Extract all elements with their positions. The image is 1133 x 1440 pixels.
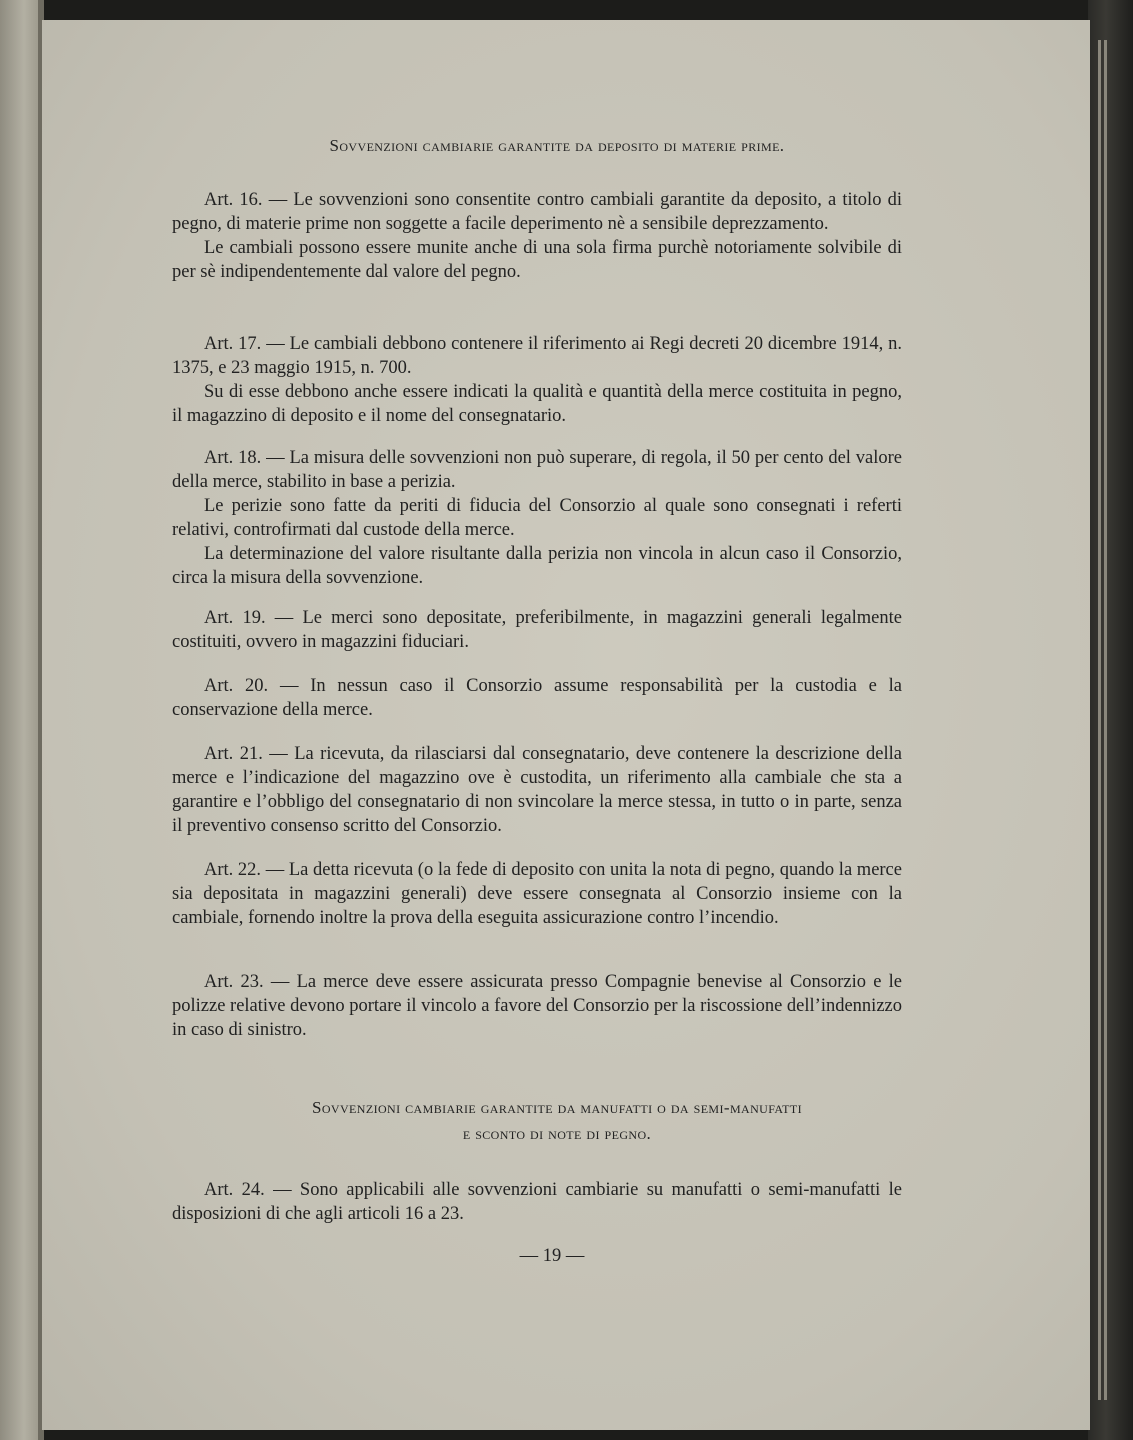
article-paragraph: Art. 22. — La detta ricevuta (o la fede di deposito con unita la nota di pegno, quando la merce sia depositata in magazzini generali) deve essere consegnata al Consorzio insieme con la cambiale, fornendo inoltre la prova della eseguita assicurazione contro l’incendio. [172, 860, 902, 928]
article-paragraph: Art. 19. — Le merci sono depositate, preferibilmente, in magazzini generali legalmente costituiti, ovvero in magazzini fiduciari. [172, 608, 902, 652]
article-paragraph: Art. 17. — Le cambiali debbono contenere il riferimento ai Regi decreti 20 dicembre 1914, n. 1375, e 23 maggio 1915, n. 700. [172, 334, 902, 378]
article-paragraph: Art. 21. — La ricevuta, da rilasciarsi dal consegnatario, deve contenere la descrizione della merce e l’indicazione del magazzino ove è custodita, un riferimento alla cambiale che sta a garantire e l’obbligo del consegnatario di non svincolare la merce stessa, in tutto o in parte, senza il preventivo consenso scritto del Consorzio. [172, 744, 902, 836]
article-paragraph: Su di esse debbono anche essere indicati la qualità e quantità della merce costituita in pegno, il magazzino di deposito e il nome del consegnatario. [172, 382, 902, 426]
article-24 [172, 1178, 902, 1226]
section-heading-manufatti-line1: Sovvenzioni cambiarie garantite da manufatti o da semi-manufatti [312, 1098, 802, 1117]
page-number: — 19 — [519, 1246, 585, 1266]
page-edge-strip [1104, 40, 1107, 1400]
article-20 [172, 674, 902, 722]
article-21 [172, 742, 902, 838]
page-edge-strip [1098, 40, 1101, 1400]
article-17 [172, 332, 902, 428]
left-page-edge [0, 0, 40, 1440]
document-page [42, 20, 1090, 1430]
article-paragraph: Art. 24. — Sono applicabili alle sovvenzioni cambiarie su manufatti o semi-manufatti le disposizioni di che agli articoli 16 a 23. [172, 1180, 902, 1224]
article-paragraph: Le perizie sono fatte da periti di fiducia del Consorzio al quale sono consegnati i referti relativi, controfirmati dal custode della merce. [172, 496, 902, 540]
article-19 [172, 606, 902, 654]
article-paragraph: Art. 23. — La merce deve essere assicurata presso Compagnie benevise al Consorzio e le polizze relative devono portare il vincolo a favore del Consorzio per la riscossione dell’indennizzo in caso di sinistro. [172, 972, 902, 1040]
article-paragraph: Art. 16. — Le sovvenzioni sono consentite contro cambiali garantite da deposito, a titolo di pegno, di materie prime non soggette a facile deperimento nè a sensibile deprezzamento. [172, 190, 902, 234]
article-16 [172, 188, 902, 284]
right-book-edge [1088, 0, 1133, 1440]
section-heading-manufatti-line2: e sconto di note di pegno. [462, 1124, 652, 1143]
article-18 [172, 446, 902, 590]
article-paragraph: Art. 18. — La misura delle sovvenzioni non può superare, di regola, il 50 per cento del valore della merce, stabilito in base a perizia. [172, 448, 902, 492]
article-paragraph: Art. 20. — In nessun caso il Consorzio assume responsabilità per la custodia e la conservazione della merce. [172, 676, 902, 720]
article-23 [172, 970, 902, 1042]
section-heading-materie-prime: Sovvenzioni cambiarie garantite da deposito di materie prime. [329, 136, 785, 155]
article-22 [172, 858, 902, 930]
article-paragraph: Le cambiali possono essere munite anche di una sola firma purchè notoriamente solvibile di per sè indipendentemente dal valore del pegno. [172, 238, 902, 282]
article-paragraph: La determinazione del valore risultante dalla perizia non vincola in alcun caso il Consorzio, circa la misura della sovvenzione. [172, 544, 902, 588]
